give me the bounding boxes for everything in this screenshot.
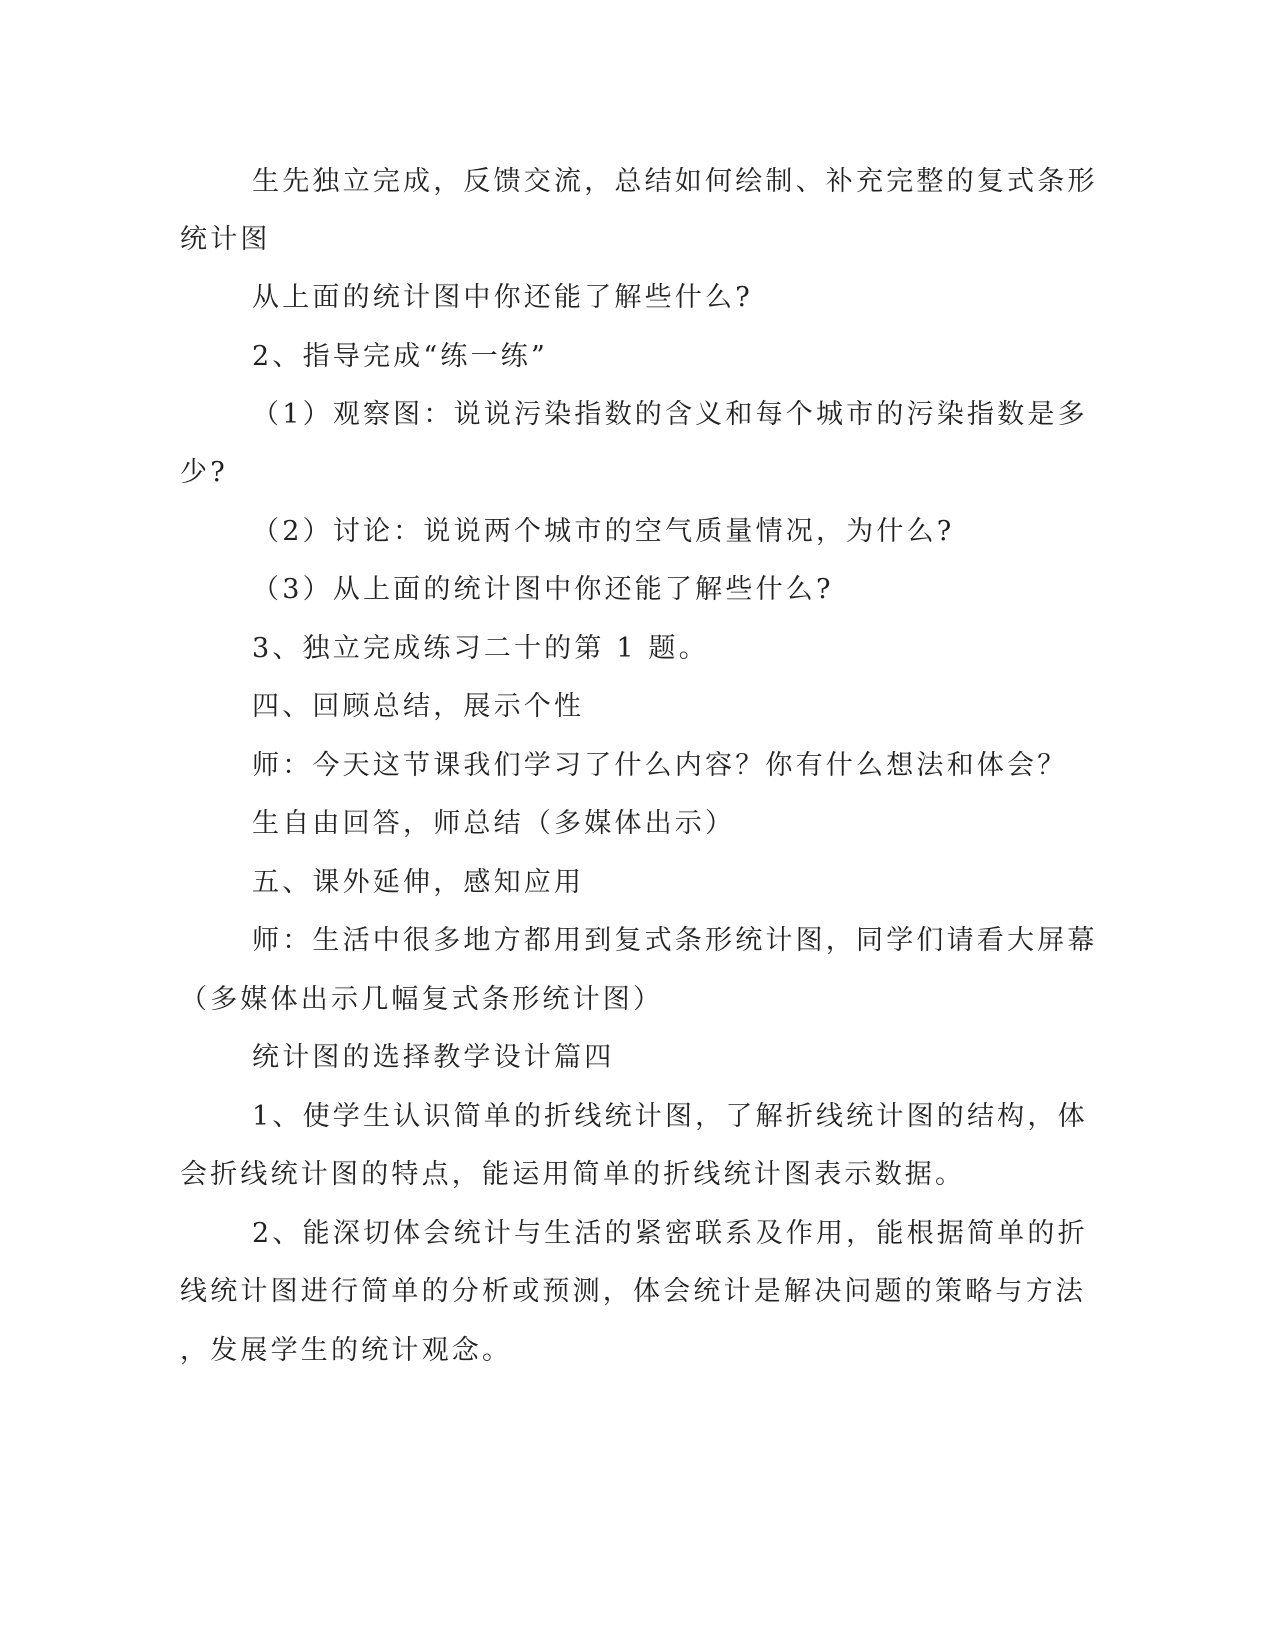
paragraph-line: （3）从上面的统计图中你还能了解些什么?	[252, 574, 834, 605]
paragraph-line: 会折线统计图的特点，能运用简单的折线统计图表示数据。	[180, 1159, 966, 1190]
paragraph-line: 师：今天这节课我们学习了什么内容？你有什么想法和体会？	[252, 750, 1068, 781]
section-heading: 统计图的选择教学设计篇四	[252, 1042, 615, 1073]
paragraph-line: 线统计图进行简单的分析或预测，体会统计是解决问题的策略与方法	[180, 1276, 1086, 1307]
section-heading: 四、回顾总结，展示个性	[252, 691, 585, 722]
paragraph-line: 师：生活中很多地方都用到复式条形统计图，同学们请看大屏幕	[252, 925, 1098, 956]
paragraph-line: 生先独立完成，反馈交流，总结如何绘制、补充完整的复式条形	[252, 166, 1098, 197]
paragraph-line: （多媒体出示几幅复式条形统计图）	[180, 984, 664, 1015]
paragraph-line: 少?	[180, 457, 228, 488]
paragraph-line: 2、能深切体会统计与生活的紧密联系及作用，能根据简单的折	[252, 1218, 1088, 1249]
paragraph-line: 3、独立完成练习二十的第 1 题。	[252, 633, 709, 664]
paragraph-line: 生自由回答，师总结（多媒体出示）	[252, 808, 736, 839]
paragraph-line: 从上面的统计图中你还能了解些什么?	[252, 282, 753, 313]
section-heading: 五、课外延伸，感知应用	[252, 867, 585, 898]
paragraph-line: 1、使学生认识简单的折线统计图，了解折线统计图的结构，体	[252, 1101, 1088, 1132]
paragraph-line: （1）观察图：说说污染指数的含义和每个城市的污染指数是多	[252, 399, 1088, 430]
paragraph-line: 2、指导完成“练一练”	[252, 341, 548, 372]
paragraph-line: （2）讨论：说说两个城市的空气质量情况，为什么?	[252, 516, 955, 547]
paragraph-line: 统计图	[180, 224, 271, 255]
paragraph-line: ，发展学生的统计观念。	[180, 1335, 513, 1366]
